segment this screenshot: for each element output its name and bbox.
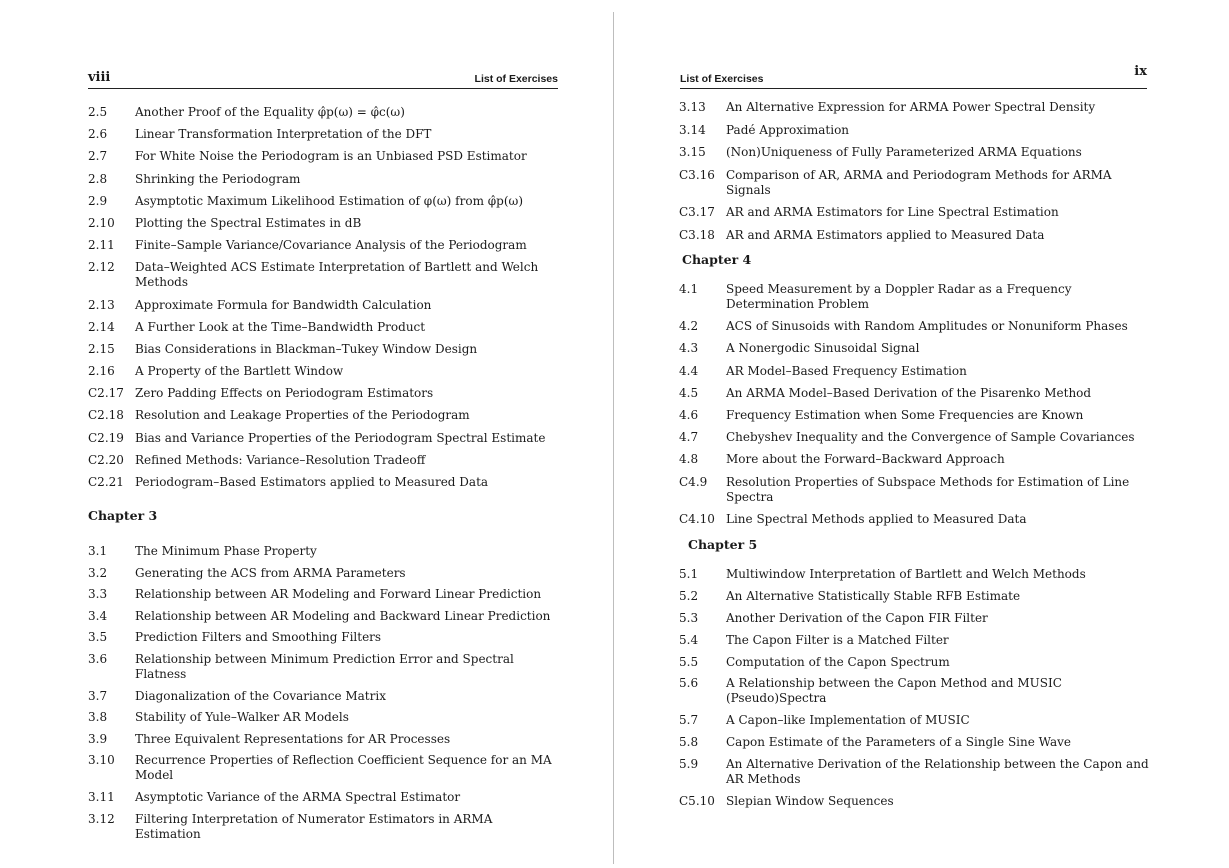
exercise-title: Zero Padding Effects on Periodogram Estimators [135,386,434,401]
exercise-title: Resolution Properties of Subspace Methods for Estimation of Line Spectra [726,474,1130,504]
running-head-left: List of Exercises [474,73,558,85]
exercise-title: Stability of Yule–Walker AR Models [135,710,349,725]
exercise-entry [679,567,1159,582]
left-page [0,0,612,868]
exercise-entry [679,168,1159,198]
exercise-title: Asymptotic Maximum Likelihood Estimation of φ(ω) from φ̂p(ω) [135,193,523,208]
exercise-number: 3.14 [679,122,706,137]
exercise-entry [88,320,558,335]
exercise-number: 5.9 [679,757,699,772]
exercise-entry [679,713,1159,728]
exercise-number: 4.4 [679,363,699,378]
exercise-entry [679,512,1159,527]
exercise-title: Comparison of AR, ARMA and Periodogram Methods for ARMA Signals [726,167,1112,197]
exercise-title: Recurrence Properties of Reflection Coefficient Sequence for an MA Model [135,753,552,783]
exercise-entry [679,611,1159,626]
exercise-entry [88,790,558,805]
exercise-title: AR and ARMA Estimators applied to Measured Data [726,227,1045,242]
exercise-entry [679,364,1159,379]
exercise-entry [679,475,1159,505]
exercise-number: 2.9 [88,193,108,208]
chapter-heading-4: Chapter 4 [682,252,752,267]
exercise-entry [88,587,558,602]
exercise-title: A Nonergodic Sinusoidal Signal [726,341,920,356]
exercise-number: 2.14 [88,319,115,334]
exercise-title: (Non)Uniqueness of Fully Parameterized ARMA Equations [726,145,1082,160]
exercise-number: 3.6 [88,651,108,666]
exercise-entry [88,342,558,357]
exercise-entry [679,655,1159,670]
exercise-number: 3.9 [88,731,108,746]
exercise-number: C3.17 [679,205,715,220]
exercise-number: C2.18 [88,408,124,423]
exercise-entry [88,431,558,446]
exercise-number: C2.21 [88,475,124,489]
exercise-entry [88,238,558,253]
exercise-number: 4.2 [679,319,699,334]
exercise-number: 4.7 [679,430,699,445]
exercise-number: C2.20 [88,452,124,467]
exercise-title: Refined Methods: Variance–Resolution Tradeoff [135,452,426,467]
chapter-heading-5: Chapter 5 [688,537,758,552]
exercise-number: C2.19 [88,430,124,445]
right-header [680,66,1147,89]
exercise-title: Line Spectral Methods applied to Measured Data [726,511,1027,526]
exercise-entry [88,216,558,231]
exercise-entry [88,408,558,423]
chapter-heading-3: Chapter 3 [88,508,158,523]
exercise-title: Resolution and Leakage Properties of the Periodogram [135,408,470,423]
page-number-left: viii [88,70,111,85]
exercise-title: Bias and Variance Properties of the Periodogram Spectral Estimate [135,430,546,445]
exercise-entry [679,430,1159,445]
exercise-entry [679,794,1159,809]
exercise-title: Another Derivation of the Capon FIR Filter [726,610,988,625]
book-gutter [613,12,614,864]
exercise-title: Bias Considerations in Blackman–Tukey Window Design [135,341,478,356]
exercise-number: 2.5 [88,105,108,119]
exercise-title: AR and ARMA Estimators for Line Spectral Estimation [726,205,1059,220]
exercise-title: Another Proof of the Equality φ̂p(ω) = φ̂c(ω) [135,105,405,119]
exercise-entry [88,298,558,313]
exercise-list-chapter-4 [679,282,1159,534]
exercise-number: C3.16 [679,167,715,182]
exercise-number: 4.6 [679,407,699,422]
exercise-title: Chebyshev Inequality and the Convergence of Sample Covariances [726,430,1135,445]
exercise-entry [88,710,558,725]
exercise-number: 2.10 [88,215,115,230]
exercise-entry [679,123,1159,138]
exercise-title: Three Equivalent Representations for AR Processes [135,731,451,746]
exercise-number: C3.18 [679,227,715,242]
exercise-number: 3.4 [88,608,108,623]
right-page [618,0,1229,868]
exercise-title: The Minimum Phase Property [135,544,317,558]
exercise-number: 2.12 [88,260,115,275]
exercise-title: A Capon–like Implementation of MUSIC [726,713,970,728]
exercise-title: Shrinking the Periodogram [135,171,301,186]
exercise-number: 2.11 [88,238,115,253]
exercise-title: Computation of the Capon Spectrum [726,654,950,669]
exercise-number: 2.6 [88,127,108,142]
exercise-title: Generating the ACS from ARMA Parameters [135,565,406,580]
exercise-title: Data–Weighted ACS Estimate Interpretation of Bartlett and Welch Methods [135,260,539,290]
exercise-title: Diagonalization of the Covariance Matrix [135,688,386,703]
exercise-entry [88,630,558,645]
exercise-title: The Capon Filter is a Matched Filter [726,632,949,647]
exercise-title: Relationship between Minimum Prediction Error and Spectral Flatness [135,651,514,681]
exercise-entry [679,633,1159,648]
exercise-number: 4.1 [679,282,699,296]
exercise-title: Finite–Sample Variance/Covariance Analysis of the Periodogram [135,238,527,253]
exercise-title: Periodogram–Based Estimators applied to Measured Data [135,475,489,489]
exercise-entry [679,408,1159,423]
exercise-title: Relationship between AR Modeling and Backward Linear Prediction [135,608,551,623]
exercise-entry [679,205,1159,220]
exercise-entry [679,145,1159,160]
exercise-number: 3.11 [88,789,115,804]
page-number-right: ix [1134,64,1147,79]
exercise-number: 5.8 [679,735,699,750]
exercise-entry [88,172,558,187]
exercise-entry [88,194,558,209]
exercise-number: C2.17 [88,386,124,401]
left-header [88,66,558,89]
exercise-entry [88,127,558,142]
exercise-title: Speed Measurement by a Doppler Radar as a Frequency Determination Problem [726,282,1072,311]
exercise-number: 3.7 [88,688,108,703]
exercise-entry [88,609,558,624]
exercise-entry [679,452,1159,467]
exercise-number: 4.8 [679,452,699,467]
exercise-entry [88,475,558,490]
exercise-number: 5.3 [679,610,699,625]
exercise-title: An ARMA Model–Based Derivation of the Pisarenko Method [726,385,1092,400]
exercise-title: Frequency Estimation when Some Frequencies are Known [726,407,1084,422]
exercise-title: Asymptotic Variance of the ARMA Spectral Estimator [135,789,461,804]
exercise-number: 2.16 [88,364,115,379]
exercise-number: 2.7 [88,149,108,164]
exercise-entry [88,453,558,468]
exercise-list-chapter-5 [679,567,1159,816]
exercise-number: C4.9 [679,474,708,489]
exercise-entry [88,732,558,747]
exercise-number: 2.13 [88,297,115,312]
exercise-entry [88,753,558,783]
exercise-entry [88,149,558,164]
exercise-title: Multiwindow Interpretation of Bartlett and Welch Methods [726,567,1086,581]
exercise-title: AR Model–Based Frequency Estimation [726,363,967,378]
exercise-entry [679,341,1159,356]
exercise-title: Plotting the Spectral Estimates in dB [135,215,362,230]
exercise-title: A Relationship between the Capon Method and MUSIC (Pseudo)Spectra [726,676,1062,706]
exercise-entry [88,689,558,704]
exercise-entry [679,100,1159,115]
exercise-number: 3.1 [88,544,108,558]
exercise-number: 5.2 [679,588,699,603]
exercise-title: A Property of the Bartlett Window [135,364,344,379]
running-head-right: List of Exercises [680,73,764,85]
exercise-entry [679,228,1159,243]
exercise-title: For White Noise the Periodogram is an Unbiased PSD Estimator [135,149,527,164]
exercise-title: Linear Transformation Interpretation of the DFT [135,127,432,142]
exercise-number: 3.15 [679,145,706,160]
exercise-entry [679,386,1159,401]
exercise-number: 4.5 [679,385,699,400]
exercise-title: Prediction Filters and Smoothing Filters [135,630,382,645]
exercise-entry [88,364,558,379]
exercise-title: An Alternative Statistically Stable RFB Estimate [726,588,1021,603]
exercise-number: 3.10 [88,753,115,768]
exercise-title: Approximate Formula for Bandwidth Calculation [135,297,432,312]
exercise-number: 3.8 [88,710,108,725]
exercise-title: An Alternative Derivation of the Relationship between the Capon and AR Methods [726,757,1149,787]
exercise-list-chapter-2 [88,105,558,497]
exercise-number: 5.7 [679,713,699,728]
exercise-entry [679,282,1159,312]
exercise-title: A Further Look at the Time–Bandwidth Product [135,319,426,334]
exercise-number: 5.6 [679,676,699,691]
exercise-entry [88,260,558,290]
exercise-number: 3.12 [88,811,115,826]
exercise-entry [88,105,558,120]
exercise-title: Padé Approximation [726,122,850,137]
exercise-entry [88,386,558,401]
exercise-number: 3.2 [88,565,108,580]
exercise-number: 5.4 [679,632,699,647]
exercise-number: 5.1 [679,567,699,581]
exercise-number: 3.5 [88,630,108,645]
exercise-list-chapter-3-cont [679,100,1159,251]
exercise-entry [679,676,1159,706]
exercise-entry [679,735,1159,750]
exercise-entry [679,319,1159,334]
exercise-entry [679,757,1159,787]
exercise-number: 5.5 [679,654,699,669]
exercise-entry [88,566,558,581]
exercise-number: 3.13 [679,100,706,114]
exercise-entry [679,589,1159,604]
exercise-title: More about the Forward–Backward Approach [726,452,1005,467]
exercise-number: 2.8 [88,171,108,186]
exercise-title: Relationship between AR Modeling and Forward Linear Prediction [135,587,542,602]
exercise-number: C4.10 [679,511,715,526]
exercise-title: ACS of Sinusoids with Random Amplitudes or Nonuniform Phases [726,319,1128,334]
exercise-entry [88,652,558,682]
exercise-title: An Alternative Expression for ARMA Power Spectral Density [726,100,1096,114]
exercise-entry [88,544,558,559]
exercise-entry [88,812,558,842]
exercise-list-chapter-3 [88,544,558,848]
exercise-number: C5.10 [679,794,715,809]
exercise-number: 4.3 [679,341,699,356]
exercise-number: 3.3 [88,587,108,602]
exercise-title: Filtering Interpretation of Numerator Estimators in ARMA Estimation [135,811,493,841]
exercise-number: 2.15 [88,341,115,356]
exercise-title: Slepian Window Sequences [726,794,894,809]
exercise-title: Capon Estimate of the Parameters of a Single Sine Wave [726,735,1071,750]
